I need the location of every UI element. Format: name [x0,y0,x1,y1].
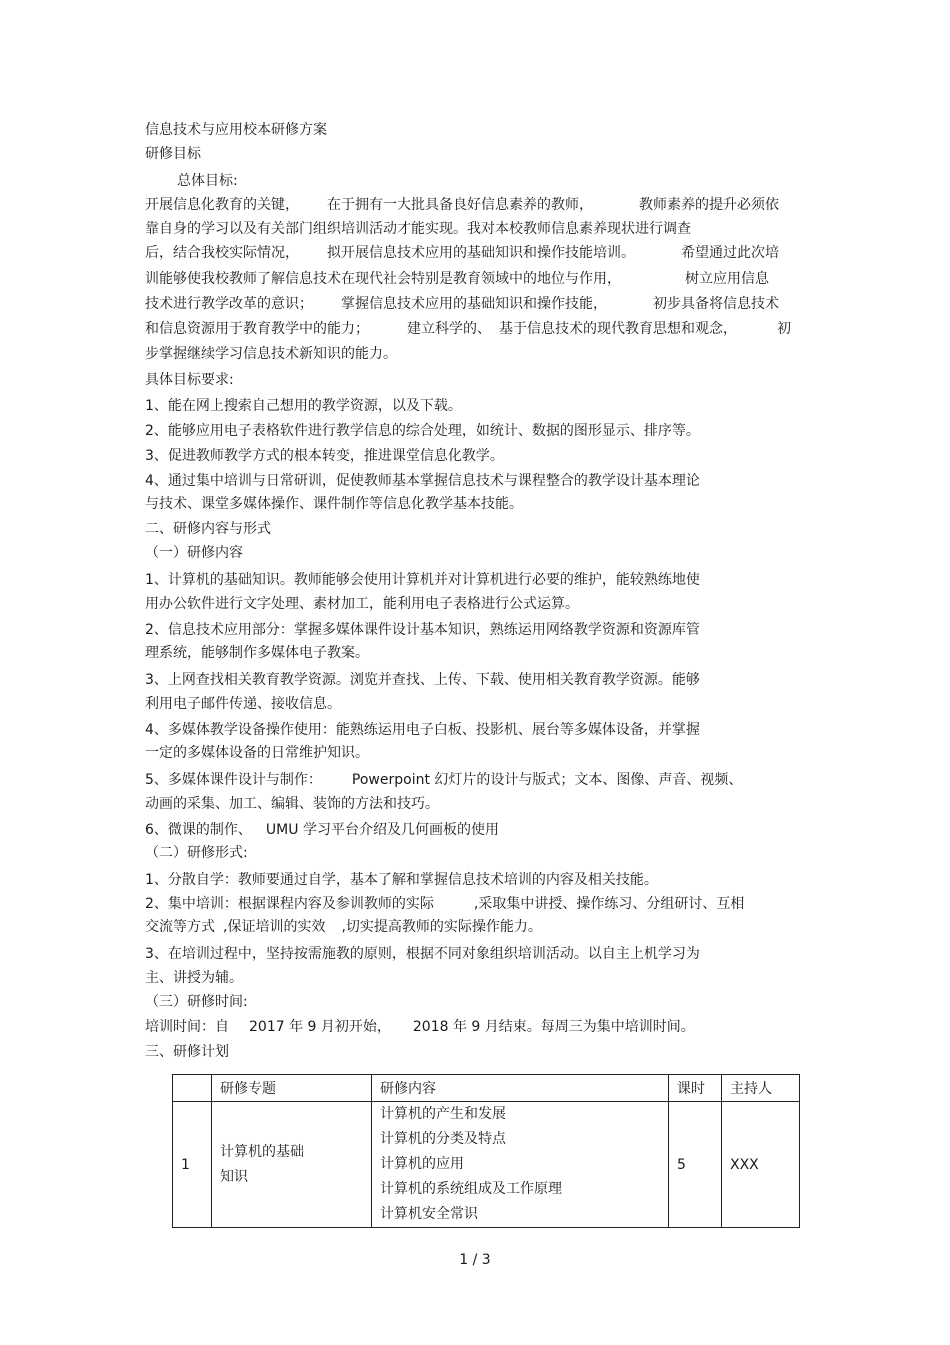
row-contents [372,1102,669,1228]
paragraph-line: 训能够使我校教师了解信息技术在现代社会特别是教育领域中的地位与作用， 树立应用信息 [145,271,769,287]
header-cell-host: 主持人 [722,1075,800,1102]
list-item: 2、信息技术应用部分：掌握多媒体课件设计基本知识，熟练运用网络教学资源和资源库管 [145,622,700,638]
training-time: 培训时间：自 2017 年 9 月初开始， 2018 年 9 月结束。每周三为集中培训时间。 [145,1019,695,1035]
list-item: 2、集中培训：根据课程内容及参训教师的实际 ,采取集中讲授、操作练习、分组研讨、互相 [145,896,745,912]
list-item: 4、多媒体教学设备操作使用：能熟练运用电子白板、投影机、展台等多媒体设备，并掌握 [145,722,700,738]
list-item: 6、微课的制作、 UMU 学习平台介绍及几何画板的使用 [145,822,499,838]
list-item: 利用电子邮件传递、接收信息。 [145,696,341,712]
row-host: XXX [722,1102,800,1228]
page-number: 1 / 3 [459,1252,491,1268]
list-item: 主、讲授为辅。 [145,970,243,986]
row-hours: 5 [669,1102,722,1228]
overall-goal-label: 总体目标: [177,173,238,189]
section-heading-goals: 研修目标 [145,146,201,162]
table-header-row [173,1075,800,1102]
content-line: 计算机的产生和发展 [380,1106,506,1122]
topic-line: 计算机的基础 [220,1143,304,1160]
list-item: 2、能够应用电子表格软件进行教学信息的综合处理，如统计、数据的图形显示、排序等。 [145,423,700,439]
table-row [173,1102,800,1228]
content-line: 计算机的应用 [380,1156,464,1172]
subheading-time: （三）研修时间: [145,994,248,1010]
paragraph-line: 靠自身的学习以及有关部门组织培训活动才能实现。我对本校教师信息素养现状进行调查 [145,221,691,237]
list-item: 理系统，能够制作多媒体电子教案。 [145,645,369,661]
list-item: 用办公软件进行文字处理、素材加工，能利用电子表格进行公式运算。 [145,596,579,612]
header-cell-content: 研修内容 [372,1075,669,1102]
topic-line: 知识 [220,1168,248,1185]
list-item: 3、促进教师教学方式的根本转变，推进课堂信息化教学。 [145,448,504,464]
plan-table [172,1074,800,1228]
subheading-content: （一）研修内容 [145,545,243,561]
list-item: 3、在培训过程中，坚持按需施教的原则，根据不同对象组织培训活动。以自主上机学习为 [145,946,700,962]
subheading-form: （二）研修形式: [145,845,248,861]
header-cell-index [173,1075,212,1102]
paragraph-line: 步掌握继续学习信息技术新知识的能力。 [145,346,397,362]
section-heading-content: 二、研修内容与形式 [145,521,271,537]
list-item: 4、通过集中培训与日常研训，促使教师基本掌握信息技术与课程整合的教学设计基本理论 [145,473,700,489]
document-title: 信息技术与应用校本研修方案 [145,122,327,138]
list-item: 1、计算机的基础知识。教师能够会使用计算机并对计算机进行必要的维护，能较熟练地使 [145,572,700,588]
list-item: 3、上网查找相关教育教学资源。浏览并查找、上传、下载、使用相关教育教学资源。能够 [145,672,700,688]
list-item: 与技术、课堂多媒体操作、课件制作等信息化教学基本技能。 [145,496,523,512]
paragraph-line: 和信息资源用于教育教学中的能力； 建立科学的、 基于信息技术的现代教育思想和观念， 初 [145,321,791,337]
paragraph-line: 后，结合我校实际情况， 拟开展信息技术应用的基础知识和操作技能培训。 希望通过此次培 [145,245,779,261]
paragraph-line: 技术进行教学改革的意识； 掌握信息技术应用的基础知识和操作技能， 初步具备将信息技术 [145,296,779,312]
list-item: 5、多媒体课件设计与制作： Powerpoint 幻灯片的设计与版式；文本、图像、声音、视频、 [145,772,743,788]
content-line: 计算机安全常识 [380,1206,478,1222]
section-heading-plan: 三、研修计划 [145,1044,229,1060]
header-cell-topic: 研修专题 [212,1075,372,1102]
list-item: 1、能在网上搜索自己想用的教学资源，以及下载。 [145,398,462,414]
list-item: 动画的采集、加工、编辑、装饰的方法和技巧。 [145,796,439,812]
list-item: 1、分散自学：教师要通过自学，基本了解和掌握信息技术培训的内容及相关技能。 [145,872,658,888]
list-item: 交流等方式 ,保证培训的实效 ,切实提高教师的实际操作能力。 [145,919,542,935]
content-line: 计算机的系统组成及工作原理 [380,1181,562,1197]
specific-goals-label: 具体目标要求: [145,372,234,388]
row-topic [212,1102,372,1228]
paragraph-line: 开展信息化教育的关键， 在于拥有一大批具备良好信息素养的教师， 教师素养的提升必须依 [145,197,779,213]
header-cell-hours: 课时 [669,1075,722,1102]
row-number: 1 [173,1102,212,1228]
content-line: 计算机的分类及特点 [380,1131,506,1147]
list-item: 一定的多媒体设备的日常维护知识。 [145,745,369,761]
